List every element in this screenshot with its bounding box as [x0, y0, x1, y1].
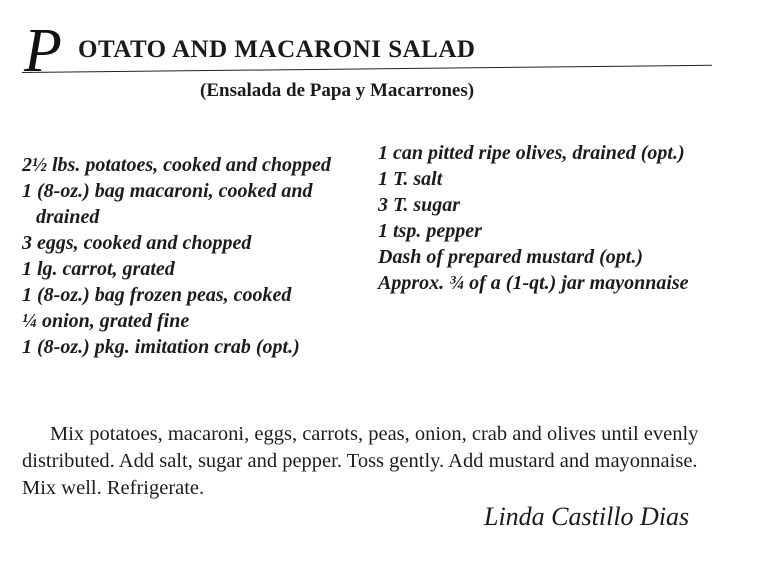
ingredients-right-column: [378, 140, 758, 296]
ingredient-item: 2½ lbs. potatoes, cooked and chopped: [22, 154, 331, 176]
ingredient-item: 1 can pitted ripe olives, drained (opt.): [378, 142, 685, 164]
ingredient-item: Approx. ¾ of a (1-qt.) jar mayonnaise: [378, 272, 689, 294]
ingredient-item: 3 eggs, cooked and chopped: [22, 232, 252, 254]
ingredient-item: 3 T. sugar: [378, 194, 461, 216]
title-text: OTATO AND MACARONI SALAD: [78, 36, 476, 63]
ingredients-left-column: [22, 152, 367, 360]
title-initial-letter: P: [24, 17, 62, 85]
recipe-instructions: Mix potatoes, macaroni, eggs, carrots, peas, onion, crab and olives until evenly distributed. Add salt, sugar and pepper. Toss gently. Add mustard and mayonnaise. Mix well. Refrigerate.: [22, 422, 699, 499]
ingredient-item: 1 T. salt: [378, 168, 443, 190]
ingredient-item: 1 lg. carrot, grated: [22, 258, 175, 280]
ingredient-item: 1 tsp. pepper: [378, 220, 482, 242]
author-signature: Linda Castillo Dias: [484, 502, 690, 531]
ingredient-item: 1 (8-oz.) bag macaroni, cooked and drained: [22, 180, 313, 228]
ingredient-item: Dash of prepared mustard (opt.): [378, 246, 644, 268]
recipe-title: [22, 17, 712, 85]
title-underline: [22, 65, 712, 73]
ingredient-item: 1 (8-oz.) pkg. imitation crab (opt.): [22, 336, 300, 358]
ingredient-item: ¼ onion, grated fine: [22, 310, 190, 332]
recipe-subtitle: (Ensalada de Papa y Macarrones): [200, 80, 475, 101]
ingredient-item: 1 (8-oz.) bag frozen peas, cooked: [22, 284, 292, 306]
